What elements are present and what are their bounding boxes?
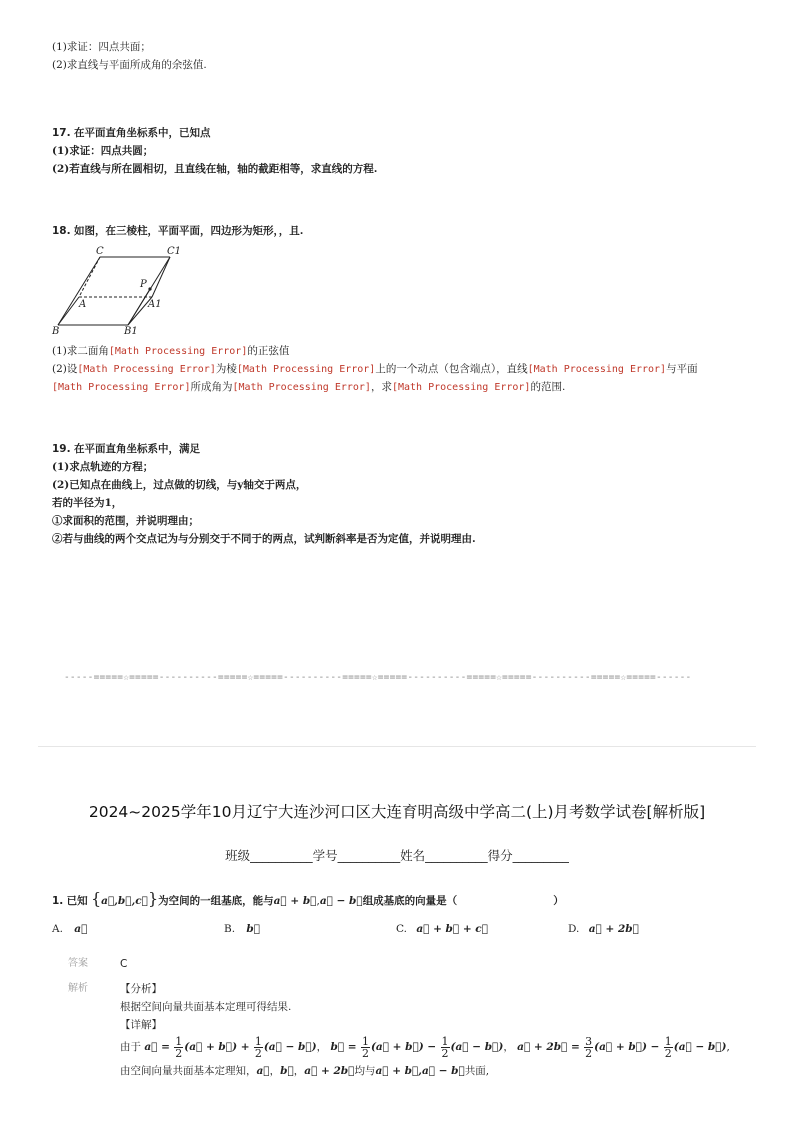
q18-sub1 <box>52 344 289 359</box>
option-b-value: b⃗ <box>246 923 261 935</box>
q18-sub2-b: 为棱 <box>215 363 237 375</box>
student-info-line: 班级__________学号__________姓名__________得分_________ <box>225 848 569 863</box>
q16-sub2: (2)求直线与平面所成角的余弦值. <box>52 59 207 71</box>
fenxi-text: 根据空间向量共面基本定理可得结果. <box>120 1001 292 1013</box>
prism-figure <box>48 245 182 337</box>
option-c-label: C. <box>396 923 407 935</box>
fraction-three-halves: $\frac{3}{2}$ <box>585 1034 593 1060</box>
answer-label: 答案 <box>68 958 88 969</box>
separator: ， <box>269 1065 281 1077</box>
comma: , <box>316 895 320 907</box>
eq2-lhs: b⃗ = <box>330 1041 357 1053</box>
fenxi-heading: 【分析】 <box>120 983 162 995</box>
fraction-half: $\frac{1}{2}$ <box>361 1034 369 1060</box>
edge-c-b <box>58 257 100 325</box>
point-p <box>148 287 151 290</box>
eq2-part2: (a⃗ − b⃗) <box>450 1041 504 1053</box>
answer-value: C <box>120 958 128 970</box>
q1-stem-a: 已知 <box>66 895 88 907</box>
q1-stem <box>52 890 564 910</box>
q18-stem-text: 如图，在三棱柱，平面平面，四边形为矩形，，且. <box>73 225 304 237</box>
q18-number: 18. <box>52 225 71 237</box>
separator: ， <box>293 1065 305 1077</box>
brace-left: { <box>90 889 102 908</box>
edge-c-a-hidden <box>79 257 100 297</box>
q19-sub2b: 若的半径为1， <box>52 497 123 509</box>
q1-stem-b: 为空间的一组基底，能与 <box>158 895 274 907</box>
eq2-part1: (a⃗ + b⃗) − <box>370 1041 437 1053</box>
q18-sub2-f: ，求 <box>370 381 392 393</box>
option-b-label: B. <box>224 923 236 935</box>
page-divider <box>38 746 756 747</box>
q19-sub2: (2)已知点在曲线上，过点做的切线，与y轴交于两点， <box>52 479 307 491</box>
math-error: [Math Processing Error] <box>391 382 531 393</box>
q18-sub2-line2 <box>52 380 565 395</box>
label-b: B <box>52 326 60 337</box>
eq1-part2: (a⃗ − b⃗) <box>263 1041 317 1053</box>
eq1-lhs: a⃗ = <box>144 1041 170 1053</box>
section-separator: -----=====☆=====----------=====☆=====----------=====☆=====----------=====☆=====----------=====☆=====------ <box>64 672 692 683</box>
fraction-half: $\frac{1}{2}$ <box>441 1034 449 1060</box>
label-p: P <box>140 279 147 290</box>
label-c1: C1 <box>167 246 182 257</box>
option-d[interactable] <box>568 922 639 936</box>
fraction-half: $\frac{1}{2}$ <box>254 1034 262 1060</box>
option-c-value: a⃗ + b⃗ + c⃗ <box>416 923 489 935</box>
vector-b: b⃗ <box>280 1065 294 1077</box>
eq3-part2: (a⃗ − b⃗) <box>673 1041 727 1053</box>
option-c[interactable] <box>396 922 488 936</box>
q1-stem-d: ） <box>553 895 564 907</box>
label-b1: B1 <box>124 326 138 337</box>
option-d-value: a⃗ + 2b⃗ <box>588 923 639 935</box>
conclusion-b: 均与 <box>354 1065 376 1077</box>
xiangjie-heading: 【详解】 <box>120 1019 162 1031</box>
brace-right: } <box>147 889 159 908</box>
fraction-half: $\frac{1}{2}$ <box>664 1034 672 1060</box>
math-error: [Math Processing Error] <box>108 346 248 357</box>
q17-stem <box>52 126 210 140</box>
detail-equations <box>120 1034 730 1060</box>
math-error: [Math Processing Error] <box>77 364 216 375</box>
label-c: C <box>96 246 104 257</box>
eq3-part1: (a⃗ + b⃗) − <box>594 1041 660 1053</box>
q17-sub2: (2)若直线与所在圆相切，且直线在轴，轴的截距相等，求直线的方程. <box>52 163 378 175</box>
q17-stem-text: 在平面直角坐标系中，已知点 <box>73 127 211 139</box>
q19-stem-text: 在平面直角坐标系中，满足 <box>73 443 200 455</box>
segment-p-b1 <box>128 289 150 325</box>
q19-sub1: (1)求点轨迹的方程； <box>52 461 154 473</box>
eq-separator: ， <box>503 1041 514 1053</box>
q18-stem <box>52 224 303 238</box>
vector-a-plus-2b: a⃗ + 2b⃗ <box>304 1065 355 1077</box>
math-error: [Math Processing Error] <box>52 382 191 393</box>
q17-number: 17. <box>52 127 71 139</box>
label-a: A <box>79 299 87 310</box>
edge-a-b <box>58 297 79 325</box>
q18-sub2-c: 上的一个动点（包含端点），直线 <box>375 363 528 375</box>
option-a-label: A. <box>52 923 63 935</box>
eq1-part1: (a⃗ + b⃗) + <box>184 1041 250 1053</box>
vector-a-minus-b: a⃗ − b⃗ <box>319 895 363 907</box>
eq-separator: ， <box>316 1041 328 1053</box>
option-d-label: D. <box>568 923 580 935</box>
conclusion-line <box>120 1064 489 1078</box>
q16-sub1: (1)求证：四点共面； <box>52 41 151 53</box>
q19-stem <box>52 442 200 456</box>
q18-sub1-b: 的正弦值 <box>247 345 290 357</box>
q19-number: 19. <box>52 443 71 455</box>
q18-sub2-e: 所成角为 <box>190 381 233 393</box>
option-a-value: a⃗ <box>74 923 88 935</box>
page-title: 2024~2025学年10月辽宁大连沙河口区大连育明高级中学高二(上)月考数学试卷[解析版] <box>88 803 706 821</box>
q18-sub2-a: (2)设 <box>52 363 78 375</box>
math-error: [Math Processing Error] <box>236 364 376 375</box>
q18-sub2-d: 与平面 <box>666 363 698 375</box>
q18-sub1-a: (1)求二面角 <box>52 345 109 357</box>
option-b[interactable] <box>224 922 260 936</box>
eq-end: , <box>726 1041 730 1053</box>
analysis-label: 解析 <box>68 983 88 994</box>
vector-pair: a⃗ + b⃗,a⃗ − b⃗ <box>375 1065 465 1077</box>
option-a[interactable] <box>52 922 87 936</box>
conclusion-a: 由空间向量共面基本定理知， <box>120 1065 257 1077</box>
fraction-half: $\frac{1}{2}$ <box>175 1034 183 1060</box>
q1-number: 1. <box>52 895 64 907</box>
q19-c1: ①求面积的范围，并说明理由； <box>52 515 199 527</box>
q1-stem-c: 组成基底的向量是（ <box>362 895 458 907</box>
math-error: [Math Processing Error] <box>527 364 667 375</box>
q18-sub2-line1 <box>52 362 698 377</box>
vector-a-plus-b: a⃗ + b⃗ <box>273 895 317 907</box>
label-a1: A1 <box>148 299 162 310</box>
eq3-lhs: a⃗ + 2b⃗ = <box>517 1041 580 1053</box>
basis-vectors: a⃗,b⃗,c⃗ <box>101 895 148 907</box>
eq-prefix: 由于 <box>120 1041 141 1053</box>
q17-sub1: (1)求证：四点共圆； <box>52 145 154 157</box>
conclusion-c: 共面, <box>464 1065 490 1077</box>
math-error: [Math Processing Error] <box>232 382 371 393</box>
q19-c2: ②若与曲线的两个交点记为与分别交于不同于的两点，试判断斜率是否为定值，并说明理由. <box>52 533 476 545</box>
q18-sub2-g: 的范围. <box>530 381 566 393</box>
edge-c1-a1 <box>152 257 170 297</box>
vector-a: a⃗ <box>256 1065 270 1077</box>
